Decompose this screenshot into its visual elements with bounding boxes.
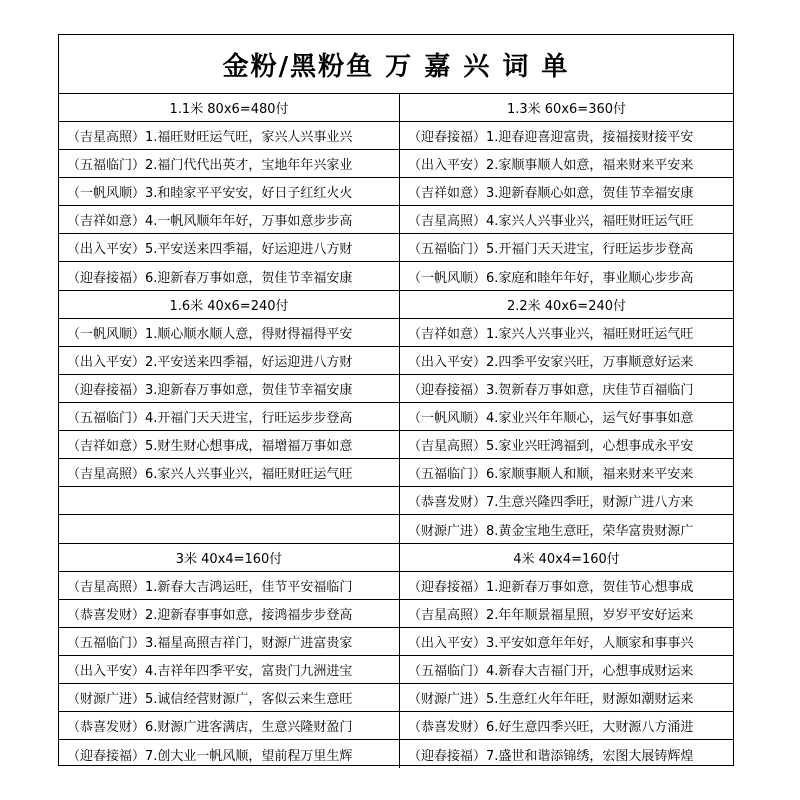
- phrase-item: （出入平安）5.平安送来四季福，好运迎进八方财: [59, 234, 399, 262]
- size-column-left: [59, 94, 400, 290]
- phrase-item: （一帆风顺）3.和睦家平平安安，好日子红红火火: [59, 178, 399, 206]
- size-column-right: [400, 291, 733, 543]
- phrase-item: （迎春接福）7.盛世和谐添锦绣，宏图大展铸辉煌: [408, 748, 694, 764]
- size-header: 3米 40x4=160付: [59, 544, 399, 572]
- phrase-item: （吉祥如意）4.一帆风顺年年好，万事如意步步高: [59, 206, 399, 234]
- phrase-item: （出入平安）2.四季平安家兴旺，万事顺意好运来: [400, 347, 733, 375]
- phrase-item: （吉星高照）1.新春大吉鸿运旺，佳节平安福临门: [59, 572, 399, 600]
- phrase-item: （吉星高照）2.年年顺景福星照，岁岁平安好运来: [400, 600, 733, 628]
- phrase-item: （恭喜发财）2.迎新春事事如意，接鸿福步步登高: [59, 600, 399, 628]
- size-column-left: [59, 544, 400, 768]
- phrase-item: （吉祥如意）5.财生财心想事成，福增福万事如意: [59, 431, 399, 459]
- phrase-item: （吉星高照）4.家兴人兴事业兴，福旺财旺运气旺: [400, 206, 733, 234]
- phrase-item: （出入平安）2.平安送来四季福，好运迎进八方财: [59, 347, 399, 375]
- phrase-item: （财源广进）8.黄金宝地生意旺，荣华富贵财源广: [408, 523, 694, 539]
- phrase-item: （一帆风顺）1.顺心顺水顺人意，得财得福得平安: [59, 319, 399, 347]
- phrase-item: （迎春接福）6.迎新春万事如意，贺佳节幸福安康: [67, 270, 353, 286]
- phrase-item: （出入平安）4.吉祥年四季平安，富贵门九洲进宝: [59, 656, 399, 684]
- word-list-sheet: [58, 34, 734, 766]
- phrase-item: （一帆风顺）6.家庭和睦年年好，事业顺心步步高: [408, 270, 694, 286]
- size-header: 2.2米 40x6=240付: [400, 291, 733, 319]
- phrase-item: （吉星高照）5.家业兴旺鸿福到，心想事成永平安: [400, 431, 733, 459]
- size-section: [59, 291, 733, 544]
- phrase-item: （出入平安）2.家顺事顺人如意，福来财来平安来: [400, 150, 733, 178]
- phrase-item: （五福临门）6.家顺事顺人和顺，福来财来平安来: [400, 459, 733, 487]
- phrase-item: （财源广进）5.生意红火年年旺，财源如潮财运来: [400, 684, 733, 712]
- size-header: 1.1米 80x6=480付: [59, 94, 399, 122]
- phrase-item: （五福临门）3.福星高照吉祥门，财源广进富贵家: [59, 628, 399, 656]
- phrase-item: （五福临门）4.开福门天天进宝，行旺运步步登高: [59, 403, 399, 431]
- phrase-item: （迎春接福）7.创大业一帆风顺，望前程万里生辉: [67, 748, 353, 764]
- phrase-item: （吉祥如意）1.家兴人兴事业兴，福旺财旺运气旺: [400, 319, 733, 347]
- empty-cell: [59, 515, 399, 543]
- size-column-left: [59, 291, 400, 543]
- phrase-item: （吉星高照）6.家兴人兴事业兴，福旺财旺运气旺: [59, 459, 399, 487]
- size-section: [59, 544, 733, 768]
- phrase-item: （出入平安）3.平安如意年年好，人顺家和事事兴: [400, 628, 733, 656]
- phrase-item: （迎春接福）1.迎春迎喜迎富贵，接福接财接平安: [400, 122, 733, 150]
- phrase-item: （恭喜发财）6.好生意四季兴旺，大财源八方涌进: [400, 712, 733, 740]
- size-section: [59, 94, 733, 291]
- phrase-item: （迎春接福）3.贺新春万事如意，庆佳节百福临门: [400, 375, 733, 403]
- sheet-title: 金粉/黑粉鱼 万 嘉 兴 词 单: [59, 35, 733, 94]
- phrase-item: （迎春接福）3.迎新春万事如意，贺佳节幸福安康: [59, 375, 399, 403]
- phrase-item: （一帆风顺）4.家业兴年年顺心，运气好事事如意: [400, 403, 733, 431]
- phrase-item: （迎春接福）1.迎新春万事如意，贺佳节心想事成: [400, 572, 733, 600]
- phrase-item: （吉祥如意）3.迎新春顺心如意，贺佳节幸福安康: [400, 178, 733, 206]
- phrase-item: （恭喜发财）6.财源广进客满店，生意兴隆财盈门: [59, 712, 399, 740]
- size-column-right: [400, 94, 733, 290]
- phrase-item: （恭喜发财）7.生意兴隆四季旺，财源广进八方来: [400, 487, 733, 515]
- phrase-item: （五福临门）5.开福门天天进宝，行旺运步步登高: [400, 234, 733, 262]
- size-header: 1.6米 40x6=240付: [59, 291, 399, 319]
- phrase-item: （财源广进）5.诚信经营财源广，客似云来生意旺: [59, 684, 399, 712]
- size-column-right: [400, 544, 733, 768]
- phrase-item: （五福临门）4.新春大吉福门开，心想事成财运来: [400, 656, 733, 684]
- size-header: 4米 40x4=160付: [400, 544, 733, 572]
- phrase-item: （吉星高照）1.福旺财旺运气旺，家兴人兴事业兴: [59, 122, 399, 150]
- phrase-item: （五福临门）2.福门代代出英才，宝地年年兴家业: [59, 150, 399, 178]
- size-header: 1.3米 60x6=360付: [400, 94, 733, 122]
- empty-cell: [59, 487, 399, 515]
